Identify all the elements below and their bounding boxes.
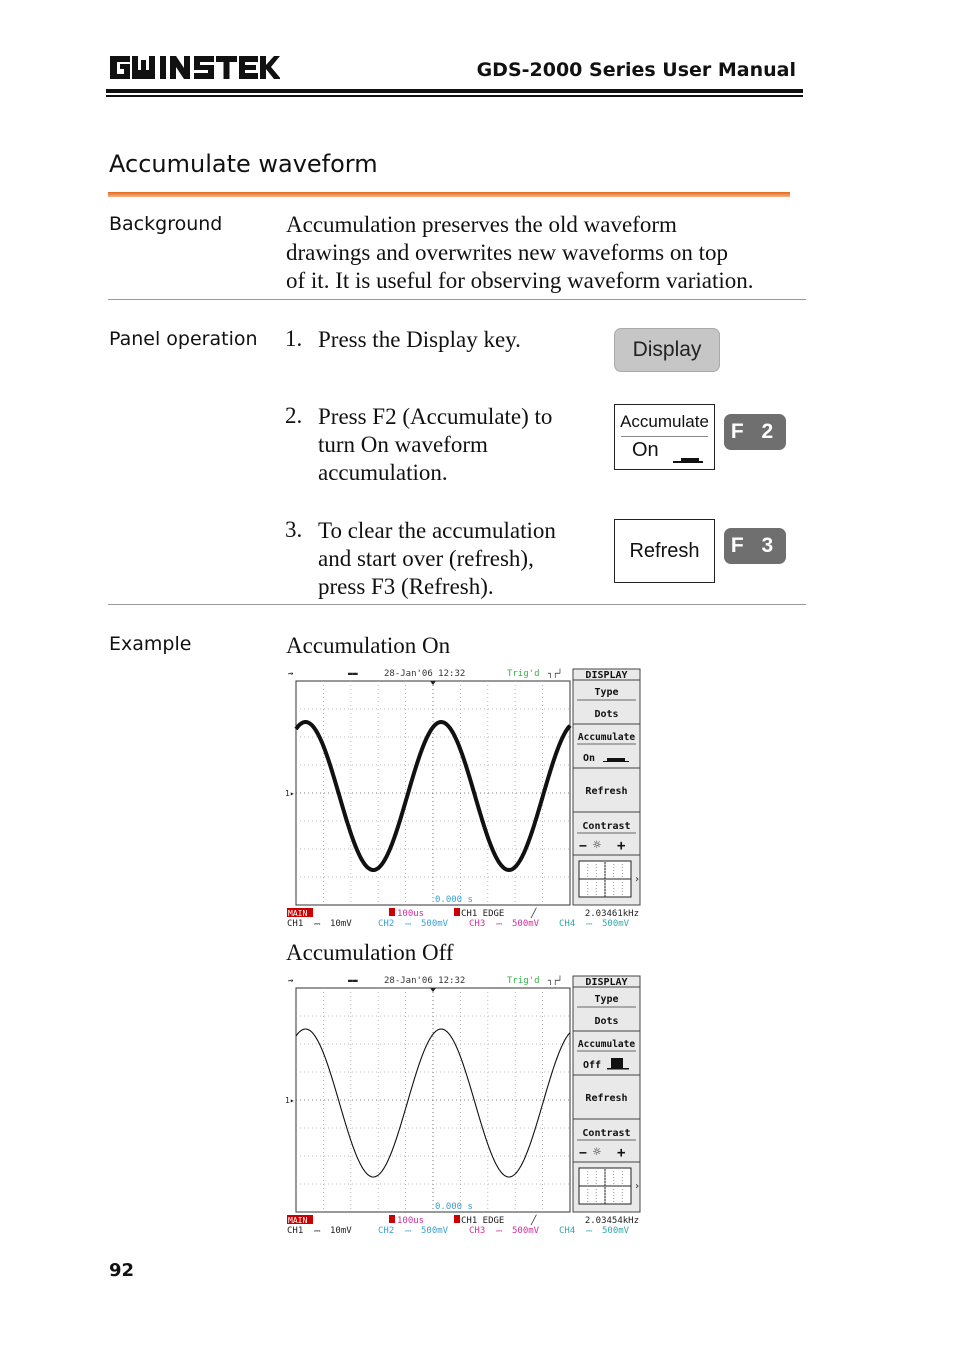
ch1-level-marker: 1▸ xyxy=(285,789,295,798)
ch4-label: CH4 xyxy=(559,919,576,927)
accumulate-softkey[interactable] xyxy=(614,404,715,470)
display-key-button[interactable]: Display xyxy=(614,328,720,372)
grid-type-icon xyxy=(579,861,631,897)
step-text xyxy=(318,326,521,354)
toggle-on-icon xyxy=(673,450,703,456)
menu-refresh: Refresh xyxy=(585,786,628,797)
battery-icon: ▬▬ xyxy=(348,669,358,678)
step-text xyxy=(318,403,552,487)
main-tag: MAIN xyxy=(288,909,308,918)
ch1-level-marker: 1▸ xyxy=(285,1096,295,1105)
ch4-coupling-icon: ⎓ xyxy=(586,1226,593,1234)
contrast-minus-icon: − xyxy=(579,1146,587,1161)
ch3-label: CH3 xyxy=(469,1226,486,1234)
timebase-value: 100us xyxy=(397,909,425,919)
ch2-scale: 500mV xyxy=(421,919,449,927)
ch4-scale: 500mV xyxy=(602,1226,630,1234)
menu-accumulate-value: On xyxy=(583,753,596,764)
menu-type-label: Type xyxy=(594,994,619,1005)
step-line: accumulation. xyxy=(318,460,448,485)
menu-type-value: Dots xyxy=(594,1016,619,1027)
step-line: press F3 (Refresh). xyxy=(318,574,494,599)
toggle-off-icon xyxy=(611,1058,623,1068)
rising-edge-icon: ╱ xyxy=(531,1216,537,1226)
scope-date: 28-Jan'06 12:32 xyxy=(384,669,466,679)
menu-contrast-label: Contrast xyxy=(582,1128,631,1139)
scope-trig-status: Trig'd xyxy=(507,976,540,986)
toggle-baseline xyxy=(607,1068,629,1070)
row-divider xyxy=(108,299,806,300)
example-caption: Accumulation Off xyxy=(286,940,454,965)
example-caption: Accumulation On xyxy=(286,633,451,658)
toggle-baseline xyxy=(603,761,629,762)
step-number: 2. xyxy=(285,403,303,428)
background-text xyxy=(286,211,754,295)
trigger-edge-icon: ┐┌┘ xyxy=(548,976,563,985)
ch4-scale: 500mV xyxy=(602,919,630,927)
ch2-coupling-icon: ⎓ xyxy=(405,1226,412,1234)
timebase-marker xyxy=(389,1215,395,1223)
page-number: 92 xyxy=(109,1260,135,1281)
battery-icon: ▬▬ xyxy=(348,976,358,985)
toggle-on-icon xyxy=(607,758,625,761)
manual-title: GDS-2000 Series User Manual xyxy=(476,59,796,81)
gw-instek-logo xyxy=(108,52,280,84)
trigger-marker xyxy=(454,1215,460,1223)
menu-type-value: Dots xyxy=(594,709,619,720)
step-line: Press the Display key. xyxy=(318,327,521,352)
time-offset: 0.000 s xyxy=(435,1202,473,1212)
trigger-source: CH1 EDGE xyxy=(461,909,505,919)
row-divider xyxy=(108,604,806,605)
menu-title: DISPLAY xyxy=(585,670,628,681)
background-line: of it. It is useful for observing waveform variation. xyxy=(286,268,754,293)
background-line: drawings and overwrites new waveforms on top xyxy=(286,240,728,265)
ch3-scale: 500mV xyxy=(512,1226,540,1234)
ch3-coupling-icon: ⎓ xyxy=(496,919,503,927)
background-label: Background xyxy=(109,213,223,235)
frequency-readout: 2.03461kHz xyxy=(584,909,639,919)
menu-title: DISPLAY xyxy=(585,977,628,988)
scope-trig-status: Trig'd xyxy=(507,669,540,679)
menu-accumulate-value: Off xyxy=(583,1060,602,1071)
scope-screenshot-accumulation-on xyxy=(284,667,642,927)
trigger-edge-icon: ┐┌┘ xyxy=(548,669,563,678)
scope-display xyxy=(284,667,642,927)
section-title: Accumulate waveform xyxy=(109,150,378,178)
menu-refresh: Refresh xyxy=(585,1093,628,1104)
ch3-scale: 500mV xyxy=(512,919,540,927)
ch1-scale: 10mV xyxy=(330,919,352,927)
ch2-label: CH2 xyxy=(378,1226,395,1234)
accumulate-softkey-label: Accumulate xyxy=(620,412,709,431)
scope-display xyxy=(284,974,642,1234)
trigger-marker xyxy=(454,908,460,916)
f2-key-button[interactable]: F 2 xyxy=(724,414,786,450)
probe-icon: ⇝ xyxy=(288,669,294,679)
f3-key-button[interactable]: F 3 xyxy=(724,528,786,564)
grid-type-icon xyxy=(579,1168,631,1204)
ch2-scale: 500mV xyxy=(421,1226,449,1234)
contrast-minus-icon: − xyxy=(579,839,587,854)
main-tag: MAIN xyxy=(288,1216,308,1225)
step-number: 1. xyxy=(285,326,303,351)
timebase-value: 100us xyxy=(397,1216,425,1226)
ch2-coupling-icon: ⎓ xyxy=(405,919,412,927)
ch1-coupling-icon: ⎓ xyxy=(314,1226,321,1234)
ch1-label: CH1 xyxy=(287,919,304,927)
menu-contrast-label: Contrast xyxy=(582,821,631,832)
frequency-readout: 2.03454kHz xyxy=(584,1216,639,1226)
ch4-coupling-icon: ⎓ xyxy=(586,919,593,927)
section-rule xyxy=(108,192,790,197)
scope-date: 28-Jan'06 12:32 xyxy=(384,976,466,986)
accumulate-softkey-state: On xyxy=(632,439,659,461)
softkey-divider xyxy=(621,436,708,437)
example-label: Example xyxy=(109,633,192,655)
contrast-plus-icon: + xyxy=(617,1145,626,1161)
step-line: and start over (refresh), xyxy=(318,546,534,571)
step-line: Press F2 (Accumulate) to xyxy=(318,404,553,429)
contrast-sun-icon: ☼ xyxy=(593,1145,601,1160)
timebase-marker xyxy=(389,908,395,916)
step-line: turn On waveform xyxy=(318,432,488,457)
panel-operation-label: Panel operation xyxy=(109,328,258,350)
background-line: Accumulation preserves the old waveform xyxy=(286,212,677,237)
time-offset: 0.000 s xyxy=(435,895,473,905)
menu-more-icon: › xyxy=(634,874,641,885)
ch2-label: CH2 xyxy=(378,919,395,927)
scope-screenshot-accumulation-off xyxy=(284,974,642,1234)
trigger-source: CH1 EDGE xyxy=(461,1216,505,1226)
ch1-coupling-icon: ⎓ xyxy=(314,919,321,927)
ch1-label: CH1 xyxy=(287,1226,304,1234)
ch3-label: CH3 xyxy=(469,919,486,927)
menu-accumulate-label: Accumulate xyxy=(577,732,636,743)
header-rule xyxy=(106,89,803,93)
header-rule-thin xyxy=(106,95,803,97)
menu-type-label: Type xyxy=(594,687,619,698)
step-text xyxy=(318,517,556,601)
ch4-label: CH4 xyxy=(559,1226,576,1234)
ch3-coupling-icon: ⎓ xyxy=(496,1226,503,1234)
contrast-plus-icon: + xyxy=(617,838,626,854)
step-line: To clear the accumulation xyxy=(318,518,556,543)
contrast-sun-icon: ☼ xyxy=(593,838,601,853)
ch1-scale: 10mV xyxy=(330,1226,352,1234)
refresh-softkey[interactable]: Refresh xyxy=(614,519,715,583)
step-number: 3. xyxy=(285,517,303,542)
probe-icon: ⇝ xyxy=(288,976,294,986)
menu-more-icon: › xyxy=(634,1181,641,1192)
rising-edge-icon: ╱ xyxy=(531,909,537,919)
menu-accumulate-label: Accumulate xyxy=(577,1039,636,1050)
